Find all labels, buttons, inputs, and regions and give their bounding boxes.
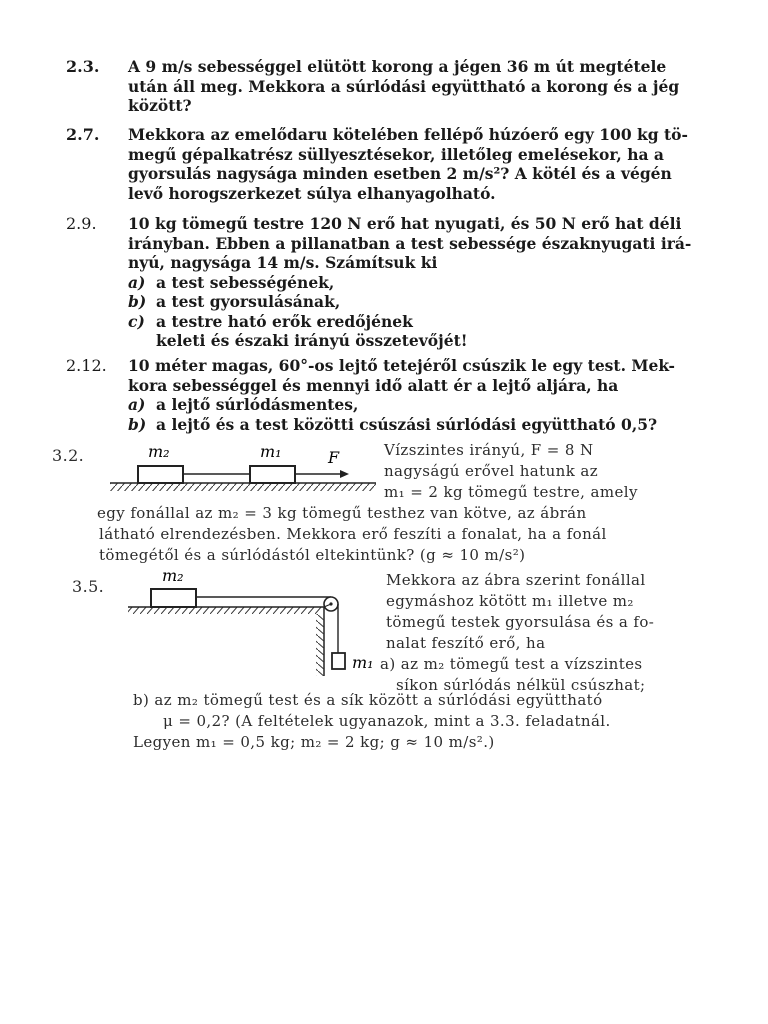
problem-number: 2.9. [66,214,97,233]
figure-3-2 [108,438,378,494]
problem-number: 3.2. [52,446,85,465]
text-line: között? [128,96,192,115]
option-c-continued [128,331,686,351]
option-text: a test sebességének, [156,272,335,292]
force-arrowhead [340,470,349,478]
problem-number: 2.7. [66,125,100,144]
text-line: nagyságú erővel hatunk az [384,462,599,480]
text-line: síkon súrlódás nélkül csúszhat; [396,676,646,694]
problem-text [128,214,692,351]
option-label: c) [128,311,145,331]
full-text [133,690,611,753]
text-line: kora sebességgel és mennyi idő alatt ér a lejtő aljára, ha [128,375,619,395]
side-text [380,570,655,696]
option-c [128,312,686,332]
label-m2: m₂ [148,442,170,461]
block-m2 [151,589,196,607]
text-line: nalat feszítő erő, ha [386,634,546,652]
text-line: a) az m₂ tömegű test a vízszintes [380,655,643,673]
text-line: μ = 0,2? (A feltételek ugyanazok, mint a 3.3. feladatnál. [163,712,611,730]
problem-number: 2.12. [66,356,107,375]
block-m1 [250,466,295,483]
option-b [128,292,686,312]
text-line: után áll meg. Mekkora a súrlódási együttható a korong és a jég [128,76,680,96]
label-F: F [328,448,340,467]
option-b [128,415,686,435]
option-label: b) [128,414,147,434]
text-line: Legyen m₁ = 0,5 kg; m₂ = 2 kg; g ≈ 10 m/s².) [133,733,495,751]
text-line: egy fonállal az m₂ = 3 kg tömegű testhez van kötve, az ábrán [97,504,587,522]
text-line: b) az m₂ tömegű test és a sík között a súrlódási együttható [133,691,603,709]
full-text [97,503,607,566]
option-label: a) [128,395,146,414]
text-line: nyú, nagysága 14 m/s. Számítsuk ki [128,253,438,272]
option-a [128,395,686,415]
text-line: Mekkora az emelődaru kötelében fellépő húzóerő egy 100 kg tö- [128,125,688,144]
problem-text [128,125,686,203]
text-line: irányban. Ebben a pillanatban a test sebessége északnyugati irá- [128,233,692,253]
label-m1: m₁ [352,653,374,672]
text-line: levő horogszerkezet súlya elhanyagolható. [128,183,496,203]
label-m2: m₂ [162,566,184,585]
option-label: a) [128,272,146,292]
problem-text [128,57,686,116]
text-line: egymáshoz kötött m₁ illetve m₂ [386,592,634,610]
text-line: Vízszintes irányú, F = 8 N [384,441,594,459]
text-line: A 9 m/s sebességgel elütött korong a jégen 36 m út megtétele [128,57,667,76]
ground-hatch [110,483,376,491]
side-text [384,440,638,503]
text-line: tömegű testek gyorsulása és a fo- [386,613,655,631]
block-m1 [332,653,345,669]
option-a [128,273,686,293]
text-line: Mekkora az ábra szerint fonállal [386,571,646,589]
text-line: látható elrendezésben. Mekkora erő feszíti a fonalat, ha a fonál [99,525,607,543]
problem-number: 3.5. [72,577,105,596]
option-text: a lejtő és a test közötti csúszási súrlódási együttható 0,5? [156,414,658,434]
option-text: a test gyorsulásának, [156,292,341,311]
option-label: b) [128,292,147,311]
option-text: a lejtő súrlódásmentes, [156,395,359,414]
table-hatch [128,607,322,614]
block-m2 [138,466,183,483]
option-text: keleti és északi irányú összetevőjét! [156,331,468,350]
text-line: 10 méter magas, 60°-os lejtő tetejéről csúszik le egy test. Mek- [128,356,675,375]
text-line: tömegétől és a súrlódástól eltekintünk? (g ≈ 10 m/s²) [99,546,526,564]
text-line: gyorsulás nagysága minden esetben 2 m/s²? A kötél és a végén [128,164,672,183]
text-line: 10 kg tömegű testre 120 N erő hat nyugati, és 50 N erő hat déli [128,214,682,233]
problem-text [128,356,686,434]
option-text: a testre ható erők eredőjének [156,311,413,331]
label-m1: m₁ [260,442,282,461]
text-line: megű gépalkatrész süllyesztésekor, illetőleg emelésekor, ha a [128,144,664,164]
figure-3-5 [126,566,386,678]
problem-number: 2.3. [66,57,100,76]
table-edge-hatch [316,614,324,676]
text-line: m₁ = 2 kg tömegű testre, amely [384,483,638,501]
